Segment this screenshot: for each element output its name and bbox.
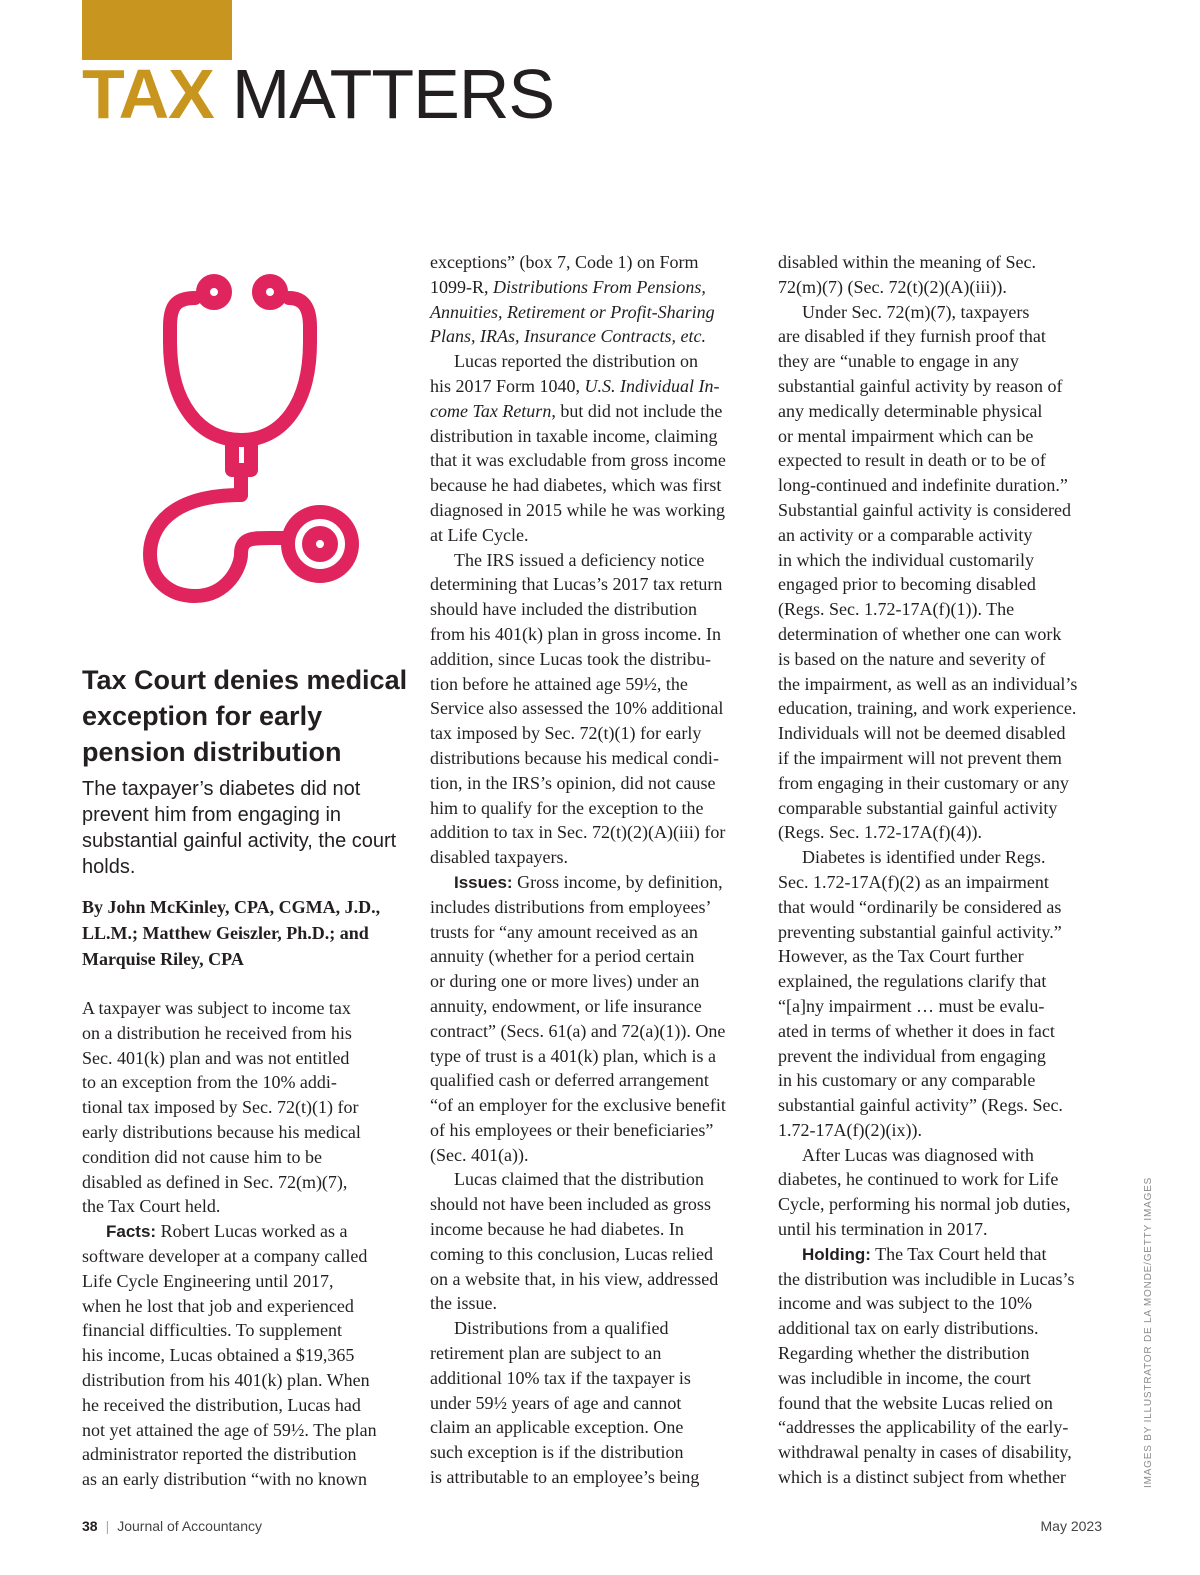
body-line: in his customary or any comparable (778, 1070, 1036, 1091)
body-line: Sec. 401(k) plan and was not entitled (82, 1047, 350, 1068)
body-line: which is a distinct subject from whether (778, 1467, 1066, 1488)
footer-separator: | (105, 1518, 110, 1534)
body-line: Holding: The Tax Court held that (802, 1243, 1047, 1264)
body-line: addition to tax in Sec. 72(t)(2)(A)(iii) for (430, 822, 726, 843)
body-line: distribution from his 401(k) plan. When (82, 1369, 370, 1390)
body-line: are disabled if they furnish proof that (778, 326, 1046, 347)
body-line: income because he had diabetes. In (430, 1219, 684, 1240)
stethoscope-icon (140, 262, 380, 622)
body-line: early distributions because his medical (82, 1121, 361, 1142)
body-line: should not have been included as gross (430, 1194, 711, 1215)
body-line: the issue. (430, 1293, 497, 1314)
body-line: or during one or more lives) under an (430, 971, 700, 992)
body-line: diabetes, he continued to work for Life (778, 1169, 1059, 1190)
body-line: Diabetes is identified under Regs. (802, 847, 1046, 868)
body-line: from his 401(k) plan in gross income. In (430, 623, 721, 644)
body-line: administrator reported the distribution (82, 1444, 357, 1465)
body-line: disabled within the meaning of Sec. (778, 252, 1036, 272)
body-line: Lucas reported the distribution on (454, 351, 698, 372)
body-line: addition, since Lucas took the distribu- (430, 648, 711, 669)
body-line: determining that Lucas’s 2017 tax return (430, 574, 723, 595)
body-line: withdrawal penalty in cases of disability, (778, 1442, 1072, 1463)
body-line: Annuities, Retirement or Profit-Sharing (430, 301, 715, 322)
body-line: is based on the nature and severity of (778, 648, 1046, 669)
body-line: includes distributions from employees’ (430, 896, 712, 917)
body-line: as an early distribution “with no known (82, 1469, 367, 1490)
body-line: that it was excludable from gross income (430, 450, 726, 471)
body-line: is attributable to an employee’s being (430, 1467, 700, 1488)
body-line: that would “ordinarily be considered as (778, 896, 1062, 917)
body-line: software developer at a company called (82, 1245, 368, 1266)
body-line: financial difficulties. To supplement (82, 1320, 343, 1341)
body-line: Service also assessed the 10% additional (430, 698, 724, 719)
body-line: tion, in the IRS’s opinion, did not cause (430, 772, 716, 793)
body-line: not yet attained the age of 59½. The plan (82, 1419, 377, 1440)
section-title (82, 54, 554, 134)
body-line: come Tax Return, but did not include the (430, 400, 723, 421)
body-line: Distributions from a qualified (454, 1318, 669, 1339)
body-line: on a website that, in his view, addressed (430, 1268, 719, 1289)
body-line: tion before he attained age 59½, the (430, 673, 688, 694)
body-line: until his termination in 2017. (778, 1219, 988, 1240)
body-line: to an exception from the 10% addi- (82, 1072, 337, 1093)
body-line: Regarding whether the distribution (778, 1343, 1030, 1364)
issue-date: May 2023 (1040, 1518, 1102, 1534)
page-number: 38 (82, 1518, 98, 1534)
body-line: education, training, and work experience. (778, 698, 1077, 719)
body-line: qualified cash or deferred arrangement (430, 1070, 709, 1091)
page-footer (82, 1518, 1102, 1538)
body-line: type of trust is a 401(k) plan, which is a (430, 1045, 716, 1066)
body-line: disabled taxpayers. (430, 847, 568, 868)
body-line: coming to this conclusion, Lucas relied (430, 1243, 713, 1264)
body-line: “of an employer for the exclusive benefit (430, 1095, 726, 1116)
body-line: the impairment, as well as an individual’s (778, 673, 1078, 694)
body-line: 72(m)(7) (Sec. 72(t)(2)(A)(iii)). (778, 276, 1007, 297)
body-line: After Lucas was diagnosed with (802, 1144, 1034, 1165)
body-column-3 (778, 250, 1108, 1490)
body-line: his 2017 Form 1040, U.S. Individual In- (430, 375, 720, 396)
body-line: should have included the distribution (430, 599, 697, 620)
body-column-2 (430, 250, 760, 1490)
body-line: distribution in taxable income, claiming (430, 425, 718, 446)
body-line: additional tax on early distributions. (778, 1318, 1039, 1339)
body-line: tax imposed by Sec. 72(t)(1) for early (430, 723, 702, 744)
section-title-tax: TAX (82, 55, 214, 133)
body-line: the Tax Court held. (82, 1196, 221, 1217)
body-line: However, as the Tax Court further (778, 946, 1024, 967)
body-line: Individuals will not be deemed disabled (778, 723, 1066, 744)
body-line: they are “unable to engage in any (778, 351, 1019, 372)
body-line: “[a]ny impairment … must be evalu- (778, 995, 1045, 1016)
body-line: long-continued and indefinite duration.” (778, 475, 1068, 496)
body-line: condition did not cause him to be (82, 1146, 322, 1167)
body-line: explained, the regulations clarify that (778, 971, 1047, 992)
article-byline: By John McKinley, CPA, CGMA, J.D., LL.M.; Matthew Geiszler, Ph.D.; and Marquise Riley, CPA (82, 897, 381, 969)
body-line: comparable substantial gainful activity (778, 797, 1058, 818)
body-line: distributions because his medical condi- (430, 747, 719, 768)
body-line: trusts for “any amount received as an (430, 921, 698, 942)
body-line: contract” (Secs. 61(a) and 72(a)(1)). One (430, 1020, 726, 1041)
body-line: Substantial gainful activity is considered (778, 499, 1071, 520)
body-line: prevent the individual from engaging (778, 1045, 1046, 1066)
body-line: from engaging in their customary or any (778, 772, 1069, 793)
body-line: additional 10% tax if the taxpayer is (430, 1367, 691, 1388)
body-line: Lucas claimed that the distribution (454, 1169, 704, 1190)
body-line: under 59½ years of age and cannot (430, 1392, 682, 1413)
body-line: in which the individual customarily (778, 549, 1034, 570)
body-column-1 (82, 996, 412, 1492)
body-line: on a distribution he received from his (82, 1022, 352, 1043)
body-line: of his employees or their beneficiaries” (430, 1119, 714, 1140)
body-line: him to qualify for the exception to the (430, 797, 704, 818)
body-line: ated in terms of whether it does in fact (778, 1020, 1055, 1041)
body-line: Facts: Robert Lucas worked as a (106, 1221, 348, 1242)
body-line: substantial gainful activity” (Regs. Sec. (778, 1095, 1063, 1116)
body-line: if the impairment will not prevent them (778, 747, 1062, 768)
body-line: or mental impairment which can be (778, 425, 1034, 446)
body-line: determination of whether one can work (778, 623, 1062, 644)
body-line: at Life Cycle. (430, 524, 529, 545)
body-line: disabled as defined in Sec. 72(m)(7), (82, 1171, 348, 1192)
body-line: (Regs. Sec. 1.72-17A(f)(4)). (778, 822, 982, 843)
body-line: was includible in income, the court (778, 1367, 1031, 1388)
body-line: Under Sec. 72(m)(7), taxpayers (802, 301, 1030, 322)
body-line: Life Cycle Engineering until 2017, (82, 1270, 334, 1291)
body-line: 1099-R, Distributions From Pensions, (430, 276, 706, 297)
body-line: any medically determinable physical (778, 400, 1043, 421)
body-line: (Sec. 401(a)). (430, 1144, 529, 1165)
body-line: A taxpayer was subject to income tax (82, 998, 351, 1018)
body-line: Plans, IRAs, Insurance Contracts, etc. (430, 326, 706, 347)
section-color-bar (82, 0, 232, 60)
body-line: (Regs. Sec. 1.72-17A(f)(1)). The (778, 599, 1015, 620)
body-line: substantial gainful activity by reason of (778, 375, 1063, 396)
body-line: annuity (whether for a period certain (430, 946, 695, 967)
body-line: an activity or a comparable activity (778, 524, 1033, 545)
body-line: expected to result in death or to be of (778, 450, 1046, 471)
body-line: the distribution was includible in Lucas’s (778, 1268, 1075, 1289)
body-line: found that the website Lucas relied on (778, 1392, 1053, 1413)
body-line: diagnosed in 2015 while he was working (430, 499, 725, 520)
body-line: tional tax imposed by Sec. 72(t)(1) for (82, 1097, 359, 1118)
body-line: Sec. 1.72-17A(f)(2) as an impairment (778, 871, 1049, 892)
body-line: engaged prior to becoming disabled (778, 574, 1036, 595)
body-line: retirement plan are subject to an (430, 1343, 662, 1364)
article-dek: The taxpayer’s diabetes did not prevent him from engaging in substantial gainful activity, the court holds. (82, 778, 397, 878)
body-line: income and was subject to the 10% (778, 1293, 1032, 1314)
body-line: exceptions” (box 7, Code 1) on Form (430, 252, 699, 272)
body-line: his income, Lucas obtained a $19,365 (82, 1345, 355, 1366)
section-title-matters: MATTERS (231, 55, 555, 133)
publication-name: Journal of Accountancy (117, 1518, 262, 1534)
body-line: Issues: Gross income, by definition, (454, 871, 723, 892)
body-line: Cycle, performing his normal job duties, (778, 1194, 1071, 1215)
article-headline: Tax Court denies medical exception for early pension distribution (82, 665, 408, 767)
image-credit: IMAGES BY ILLUSTRATOR DE LA MONDE/GETTY IMAGES (1143, 1176, 1154, 1488)
body-line: such exception is if the distribution (430, 1442, 684, 1463)
body-line: he received the distribution, Lucas had (82, 1394, 361, 1415)
body-line: annuity, endowment, or life insurance (430, 995, 702, 1016)
body-line: claim an applicable exception. One (430, 1417, 684, 1438)
body-line: because he had diabetes, which was first (430, 475, 722, 496)
body-line: when he lost that job and experienced (82, 1295, 354, 1316)
body-line: 1.72-17A(f)(2)(ix)). (778, 1119, 922, 1140)
body-line: The IRS issued a deficiency notice (454, 549, 705, 570)
body-line: “addresses the applicability of the early- (778, 1417, 1069, 1438)
body-line: preventing substantial gainful activity.” (778, 921, 1062, 942)
